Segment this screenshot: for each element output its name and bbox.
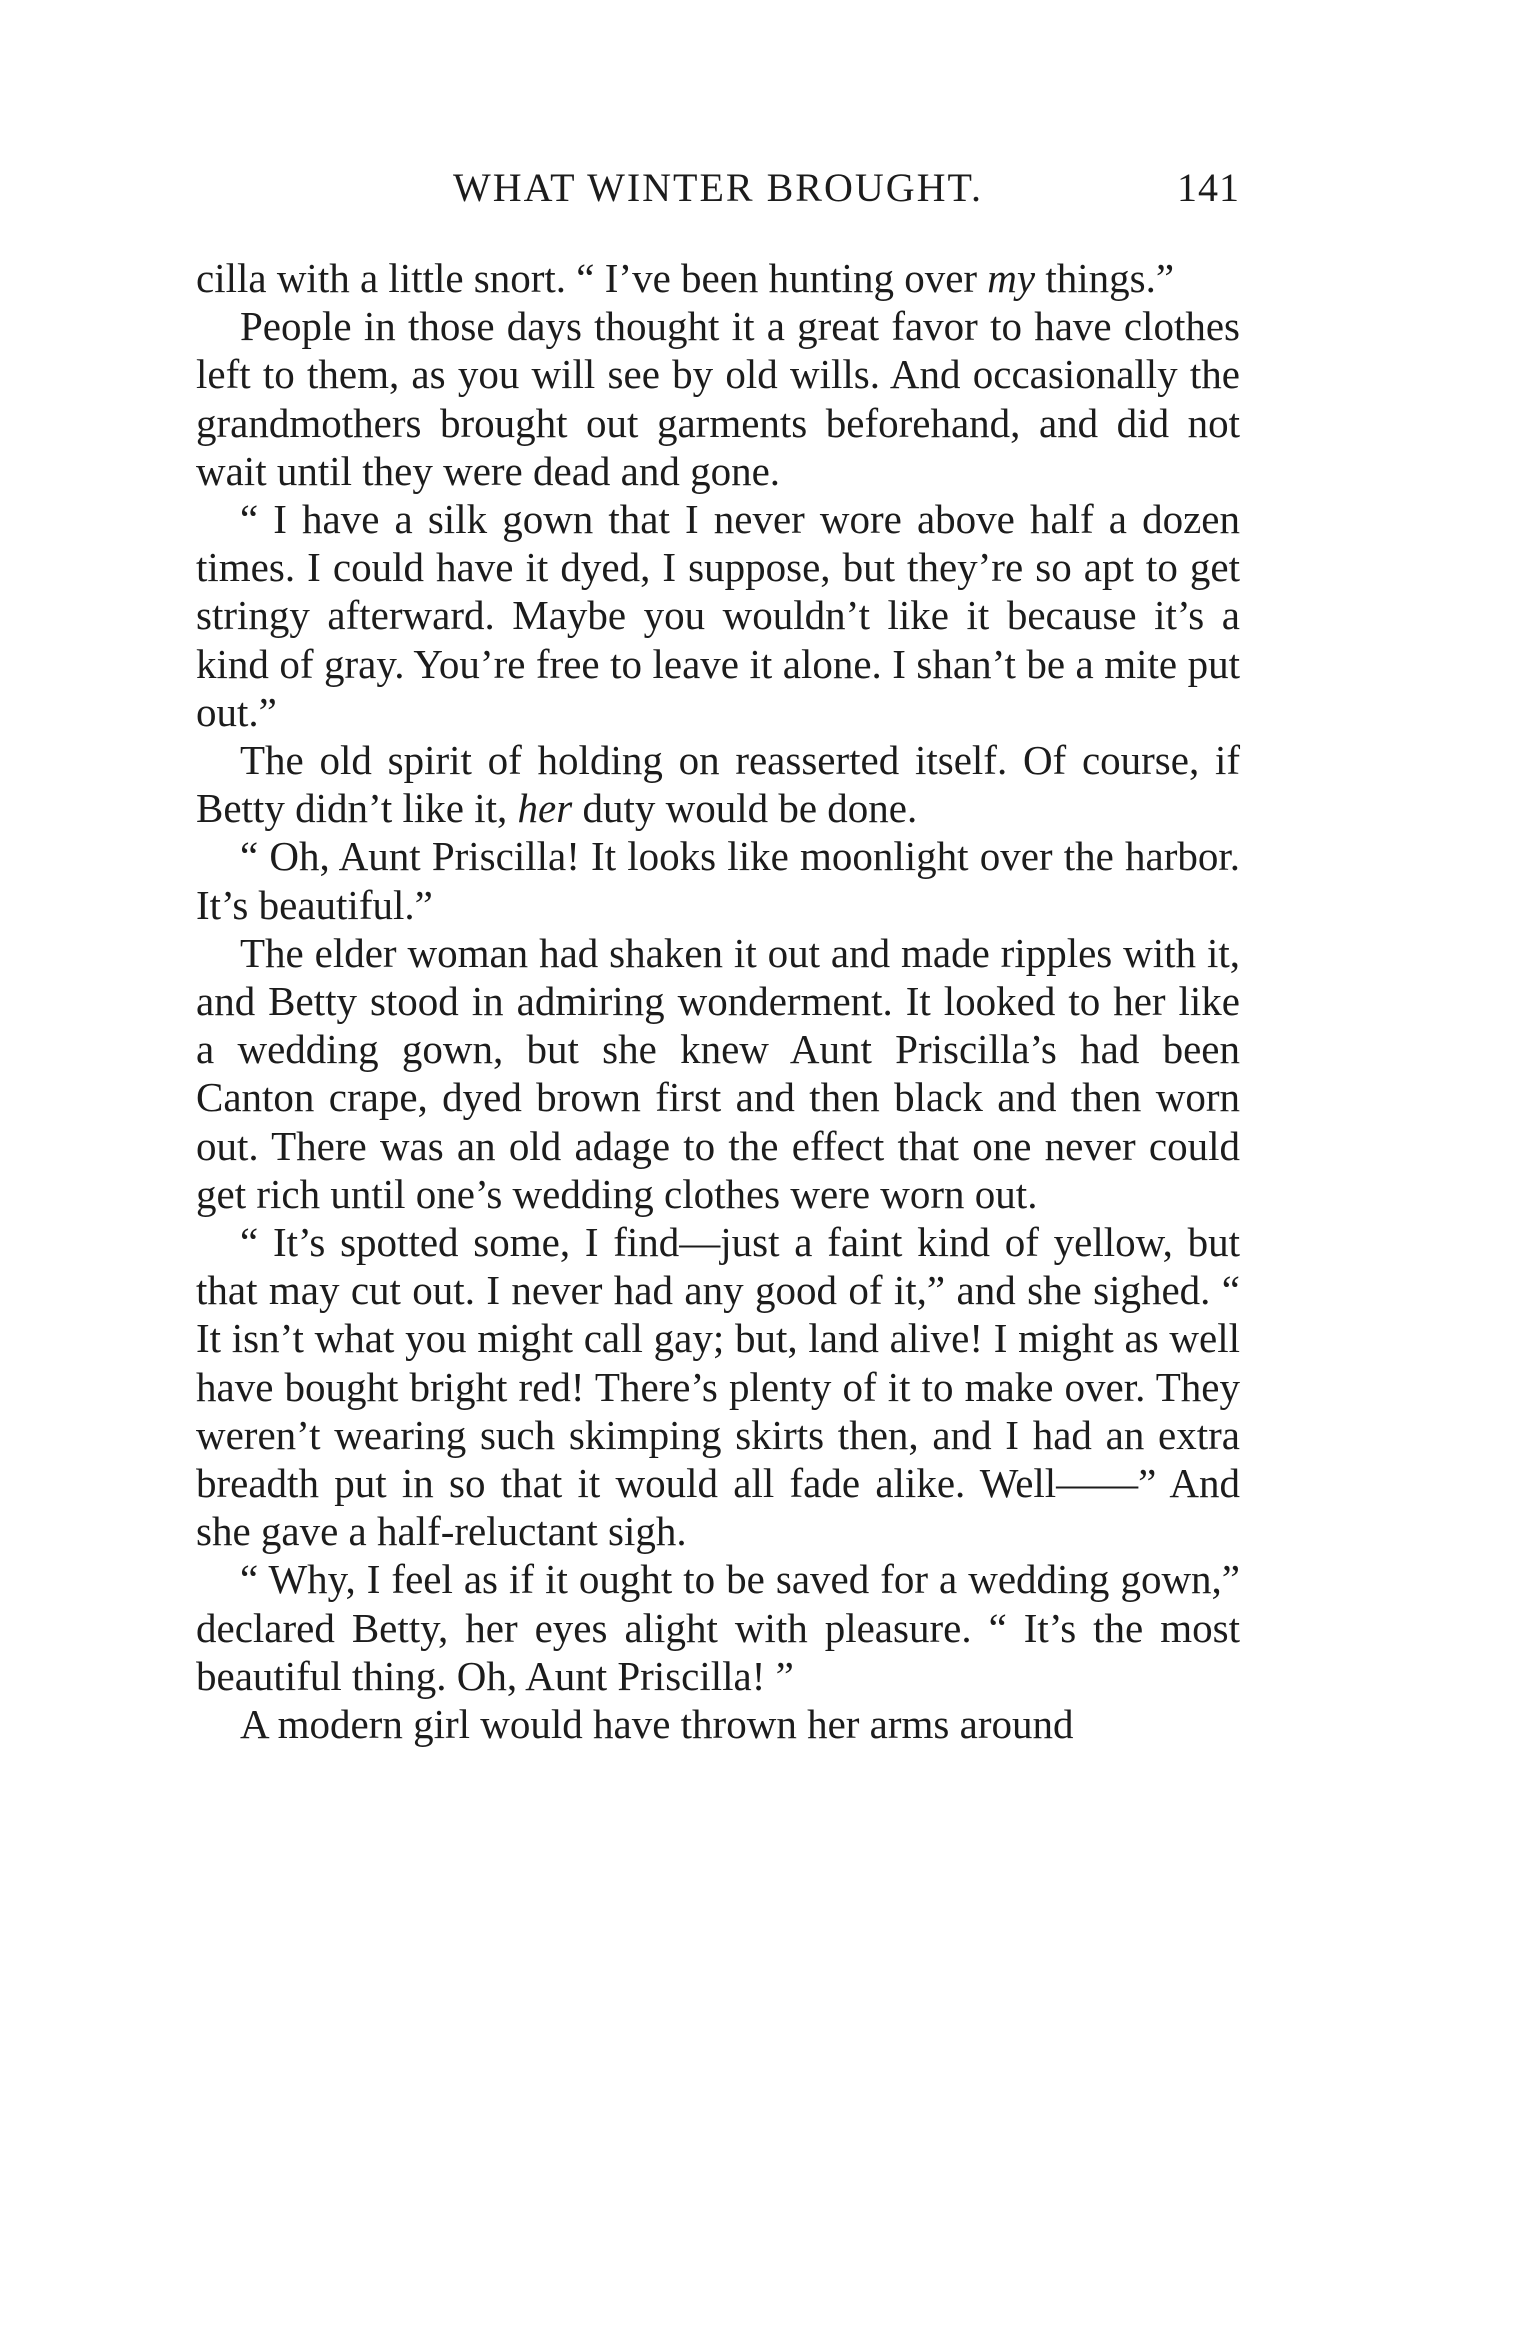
paragraph-text: “ It’s spotted some, I find—just a faint kind of yellow, but that may cut out. I never had any good of it,” and she sighed. “ It isn’t what you might call gay; but, land alive! I might as well have bought bright red! There’s plenty of it to make over. They weren’t wearing such skimping skirts then, and I had an extra breadth put in so that it would all fade alike. Well——” And she gave a half-reluctant sigh.: [196, 1219, 1240, 1555]
running-head: [196, 163, 1240, 213]
paragraph-8: [196, 1555, 1240, 1700]
paragraph-7: [196, 1218, 1240, 1555]
paragraph-text: People in those days thought it a great favor to have clothes left to them, as you will see by old wills. And occasionally the grandmothers brought out garments beforehand, and did not wait until they were dead and gone.: [196, 303, 1240, 494]
page-number: 141: [1177, 165, 1240, 210]
paragraph-3: [196, 495, 1240, 736]
paragraph-text: A modern girl would have thrown her arms around: [240, 1701, 1074, 1748]
body-text: [196, 254, 1240, 1748]
paragraph-9: [196, 1700, 1240, 1748]
paragraph-4: [196, 736, 1240, 832]
paragraph-text: cilla with a little snort. “ I’ve been hunting over: [196, 255, 988, 301]
running-title: WHAT WINTER BROUGHT.: [453, 165, 983, 210]
paragraph-text: “ Oh, Aunt Priscilla! It looks like moonlight over the harbor. It’s beautiful.”: [196, 833, 1240, 928]
paragraph-text: “ I have a silk gown that I never wore above half a dozen times. I could have it dyed, I suppose, but they’re so apt to get stringy afterward. Maybe you wouldn’t like it because it’s a kind of gray. You’re free to leave it alone. I shan’t be a mite put out.”: [196, 496, 1240, 735]
paragraph-text: duty would be done.: [572, 785, 918, 832]
paragraph-text: “ Why, I feel as if it ought to be saved for a wedding gown,” declared Betty, her eyes alight with pleasure. “ It’s the most beautiful thing. Oh, Aunt Priscilla! ”: [196, 1556, 1240, 1699]
paragraph-text: things.”: [1035, 255, 1175, 301]
paragraph-1: [196, 254, 1240, 302]
emphasis: my: [987, 255, 1036, 301]
emphasis: her: [517, 785, 573, 832]
paragraph-text: The old spirit of holding on reasserted itself. Of course, if Betty didn’t like it,: [196, 737, 1240, 832]
paragraph-6: [196, 929, 1240, 1218]
paragraph-5: [196, 832, 1240, 928]
paragraph-text: The elder woman had shaken it out and made ripples with it, and Betty stood in admiring wonderment. It looked to her like a wedding gown, but she knew Aunt Priscilla’s had been Canton crape, dyed brown first and then black and then worn out. There was an old adage to the effect that one never could get rich until one’s wedding clothes were worn out.: [196, 929, 1240, 1217]
paragraph-2: [196, 302, 1240, 495]
